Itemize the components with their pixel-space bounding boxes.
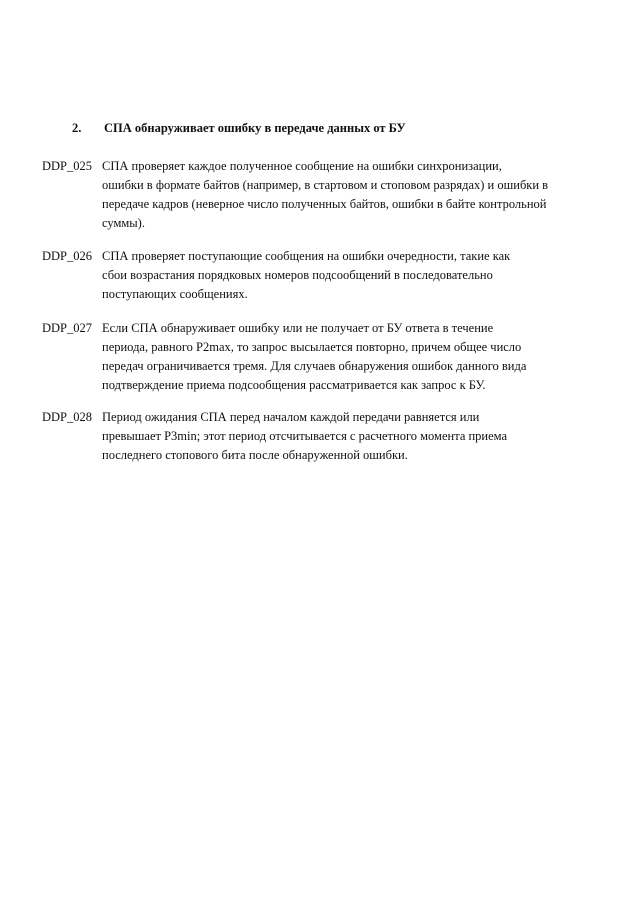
text-line: Если СПА обнаруживает ошибку или не получает от БУ ответа в течение [102, 321, 494, 335]
text-line: периода, равного P2max, то запрос высылается повторно, причем общее число [102, 340, 522, 354]
text-line: превышает P3min; этот период отсчитывается с расчетного момента приема [102, 429, 508, 443]
requirement-text [102, 319, 602, 395]
text-line: последнего стопового бита после обнаруженной ошибки. [102, 448, 408, 462]
requirement-code: DDP_025 [42, 159, 93, 173]
requirement-code: DDP_027 [42, 321, 93, 335]
text-line: Период ожидания СПА перед началом каждой передачи равняется или [102, 410, 480, 424]
text-line: подтверждение приема подсообщения рассматривается как запрос к БУ. [102, 378, 486, 392]
requirement-ddp-028 [42, 408, 602, 465]
section-number: 2. [72, 121, 82, 135]
section-title: СПА обнаруживает ошибку в передаче данных от БУ [104, 121, 406, 135]
text-line: СПА проверяет поступающие сообщения на ошибки очередности, такие как [102, 249, 511, 263]
text-line: сбои возрастания порядковых номеров подсообщений в последовательно [102, 268, 493, 282]
requirement-ddp-026 [42, 247, 602, 304]
text-line: СПА проверяет каждое полученное сообщение на ошибки синхронизации, [102, 159, 502, 173]
text-line: поступающих сообщениях. [102, 287, 248, 301]
requirement-ddp-025 [42, 157, 602, 233]
text-line: ошибки в формате байтов (например, в стартовом и стоповом разрядах) и ошибки в [102, 178, 549, 192]
text-line: передаче кадров (неверное число полученных байтов, ошибки в байте контрольной [102, 197, 547, 211]
text-line: передач ограничивается тремя. Для случаев обнаружения ошибок данного вида [102, 359, 527, 373]
requirement-text [102, 408, 602, 465]
requirement-text [102, 247, 602, 304]
text-line: суммы). [102, 216, 145, 230]
section-heading [72, 121, 406, 136]
requirement-ddp-027 [42, 319, 602, 395]
requirement-text [102, 157, 602, 233]
requirement-code: DDP_028 [42, 410, 93, 424]
requirement-code: DDP_026 [42, 249, 93, 263]
